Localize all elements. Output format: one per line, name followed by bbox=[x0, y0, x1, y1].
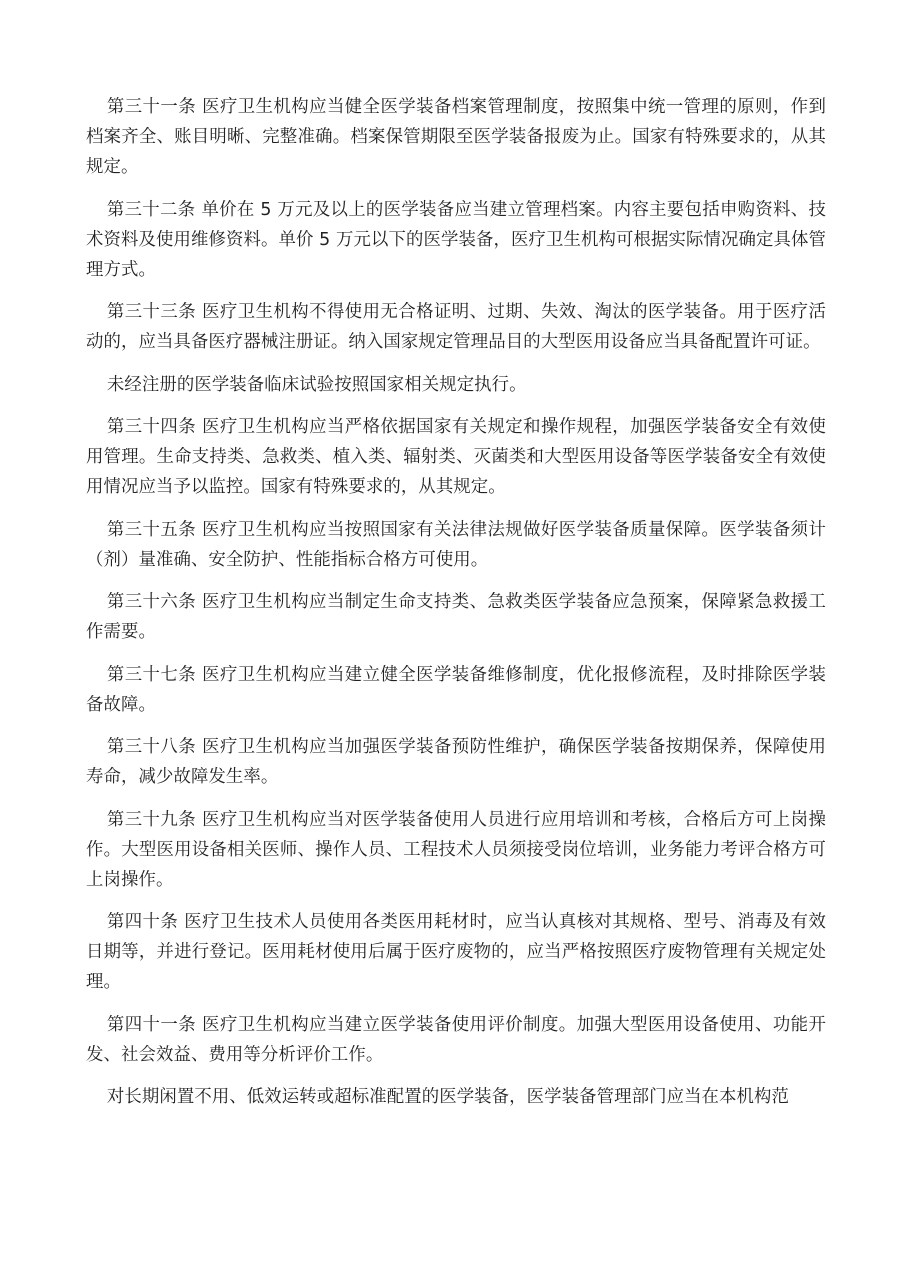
article-text: 医疗卫生机构应当建立医学装备使用评价制度。加强大型医用设备使用、功能开发、社会效益、费用等分析评价工作。 bbox=[86, 1014, 826, 1065]
article-text: 医疗卫生机构不得使用无合格证明、过期、失效、淘汰的医学装备。用于医疗活动的，应当具备医疗器械注册证。纳入国家规定管理品目的大型医用设备应当具备配置许可证。 bbox=[86, 302, 826, 352]
article-text: 未经注册的医学装备临床试验按照国家相关规定执行。 bbox=[106, 374, 527, 395]
article-text: 医疗卫生技术人员使用各类医用耗材时，应当认真核对其规格、型号、消毒及有效日期等，并进行登记。医用耗材使用后属于医疗废物的，应当严格按照医疗废物管理有关规定处理。 bbox=[86, 912, 826, 992]
paragraph-article-41 bbox=[86, 1010, 826, 1070]
paragraph-article-35 bbox=[86, 515, 826, 575]
article-number: 第三十六条 bbox=[106, 592, 197, 612]
article-text: 医疗卫生机构应当制定生命支持类、急救类医学装备应急预案，保障紧急救援工作需要。 bbox=[86, 592, 826, 642]
article-text: 医疗卫生机构应当建立健全医学装备维修制度，优化报修流程，及时排除医学装备故障。 bbox=[86, 664, 826, 715]
article-number: 第三十一条 bbox=[106, 97, 197, 117]
article-text: 医疗卫生机构应当按照国家有关法律法规做好医学装备质量保障。医学装备须计（剂）量准确、安全防护、性能指标合格方可使用。 bbox=[86, 519, 826, 570]
paragraph-article-36 bbox=[86, 587, 826, 647]
article-number: 第三十四条 bbox=[106, 417, 197, 437]
article-number: 第三十二条 bbox=[106, 199, 196, 220]
paragraph-article-31 bbox=[86, 92, 826, 182]
document-body bbox=[86, 92, 826, 1125]
article-number: 第三十八条 bbox=[106, 737, 197, 757]
article-text: 医疗卫生机构应当健全医学装备档案管理制度，按照集中统一管理的原则，作到档案齐全、账目明晰、完整准确。档案保管期限至医学装备报废为止。国家有特殊要求的，从其规定。 bbox=[86, 97, 826, 177]
article-number: 第三十五条 bbox=[106, 519, 197, 540]
paragraph-article-38 bbox=[86, 732, 826, 792]
article-text: 单价在 5 万元及以上的医学装备应当建立管理档案。内容主要包括申购资料、技术资料及使用维修资料。单价 5 万元以下的医学装备，医疗卫生机构可根据实际情况确定具体管理方式。 bbox=[86, 199, 826, 280]
article-number: 第四十一条 bbox=[106, 1014, 197, 1035]
paragraph-article-37 bbox=[86, 660, 826, 720]
article-number: 第三十三条 bbox=[106, 302, 197, 322]
article-text: 医疗卫生机构应当严格依据国家有关规定和操作规程，加强医学装备安全有效使用管理。生命支持类、急救类、植入类、辐射类、灭菌类和大型医用设备等医学装备安全有效使用情况应当予以监控。国家有特殊要求的，从其规定。 bbox=[86, 417, 826, 497]
paragraph-article-40 bbox=[86, 907, 826, 997]
article-text: 医疗卫生机构应当对医学装备使用人员进行应用培训和考核，合格后方可上岗操作。大型医用设备相关医师、操作人员、工程技术人员须接受岗位培训，业务能力考评合格方可上岗操作。 bbox=[86, 809, 826, 890]
paragraph-article-33-note bbox=[86, 370, 826, 400]
paragraph-article-39 bbox=[86, 805, 826, 895]
paragraph-article-32 bbox=[86, 195, 826, 285]
article-number: 第三十七条 bbox=[106, 664, 197, 685]
paragraph-article-41-continued bbox=[86, 1082, 826, 1112]
article-text: 医疗卫生机构应当加强医学装备预防性维护，确保医学装备按期保养，保障使用寿命，减少故障发生率。 bbox=[86, 737, 826, 787]
article-number: 第三十九条 bbox=[106, 809, 197, 830]
paragraph-article-33 bbox=[86, 297, 826, 357]
article-text: 对长期闲置不用、低效运转或超标准配置的医学装备，医学装备管理部门应当在本机构范 bbox=[106, 1087, 790, 1107]
paragraph-article-34 bbox=[86, 412, 826, 502]
article-number: 第四十条 bbox=[106, 912, 179, 932]
